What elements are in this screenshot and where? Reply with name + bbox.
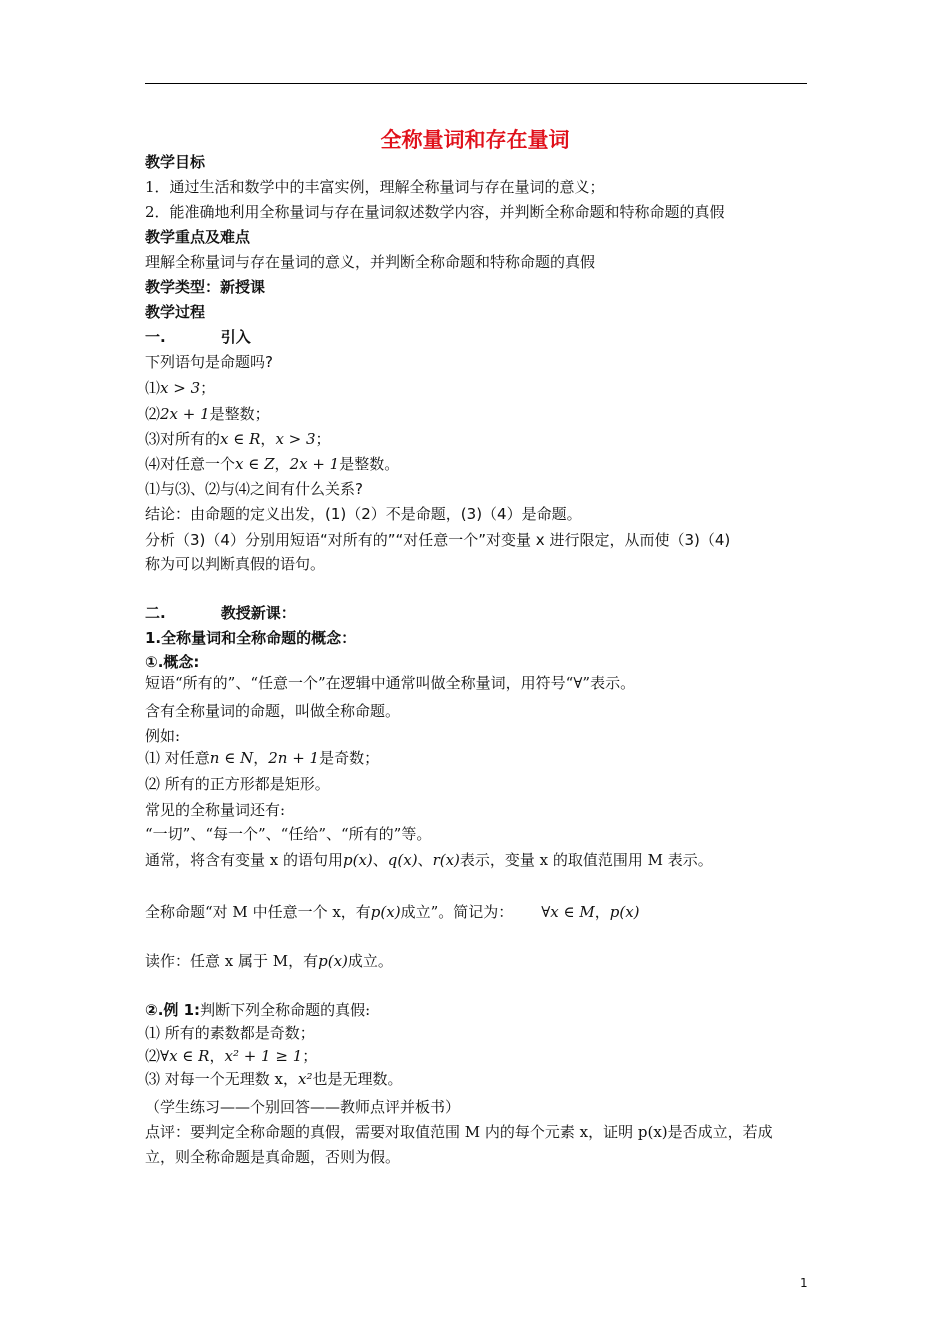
section-1-title: 引入: [220, 328, 251, 346]
item-2: [145, 404, 270, 424]
example-1-sep: ，: [253, 749, 269, 767]
concept-definition: [145, 673, 635, 693]
item-3-math-2: x > 3: [275, 430, 316, 448]
universal-abbrev: 成立”。简记为：: [400, 903, 514, 921]
example-1-text: ⑴ 对任意: [145, 749, 210, 767]
exercise-2: [145, 1046, 317, 1066]
item-4-math-1: x ∈ Z: [235, 455, 275, 473]
exercise-3-math: x²: [298, 1070, 313, 1088]
relation-question: ⑴与⑶、⑵与⑷之间有什么关系?: [145, 480, 363, 498]
reading-paragraph: [145, 951, 393, 971]
item-3-end: ；: [315, 430, 331, 448]
exercise-1: ⑴ 所有的素数都是奇数；: [145, 1024, 315, 1042]
concept-label: ①.概念:: [145, 653, 200, 671]
item-4-text: ⑷对任意一个: [145, 455, 236, 473]
goal-2: 2．能准确地利用全称量词与存在量词叙述数学内容，并判断全称命题和特称命题的真假: [145, 203, 725, 221]
item-2-end: 是整数；: [209, 405, 270, 423]
goals-heading: 教学目标: [145, 153, 206, 171]
section-2-title: 教授新课：: [220, 604, 296, 622]
section-1-heading: [145, 327, 251, 347]
reading-end: 成立。: [347, 952, 393, 970]
exercise-2-math-2: x² + 1 ≥ 1: [224, 1047, 303, 1065]
notation-end: 表示，变量 x 的取值范围用 M 表示。: [459, 851, 713, 869]
universal-sep: ，: [594, 903, 610, 921]
example-2: ⑵ 所有的正方形都是矩形。: [145, 775, 330, 793]
intro-question: 下列语句是命题吗?: [145, 353, 273, 371]
comment-line-2: 立，则全称命题是真命题，否则为假。: [145, 1148, 401, 1166]
example-1-math-2: 2n + 1: [268, 749, 320, 767]
reading-text: 读作：任意 x 属于 M，有: [145, 952, 319, 970]
notation-r: r(x): [432, 851, 460, 869]
common-quantifiers-label: 常见的全称量词还有:: [145, 801, 286, 819]
universal-text: 全称命题“对 M 中任意一个 x，有: [145, 903, 371, 921]
common-quantifiers-list: “一切”、“每一个”、“任给”、“所有的”等。: [145, 825, 432, 843]
section-2-number: 二.: [145, 604, 166, 622]
lesson-type: 教学类型：新授课: [145, 278, 266, 296]
item-3-text: ⑶对所有的: [145, 430, 221, 448]
item-1-math: x > 3: [160, 379, 201, 397]
subsection-1-heading: 1.全称量词和全称命题的概念：: [145, 629, 357, 647]
notation-sep-1: 、: [372, 851, 388, 869]
section-1-number: 一.: [145, 328, 166, 346]
comment-line-1: 点评：要判定全称命题的真假，需要对取值范围 M 内的每个元素 x，证明 p(x)是否成立，若成: [145, 1123, 773, 1141]
item-1: [145, 378, 215, 398]
item-4-math-2: 2x + 1: [289, 455, 340, 473]
example-label: 例如:: [145, 727, 181, 745]
key-text: 理解全称量词与存在量词的意义，并判断全称命题和特称命题的真假: [145, 253, 596, 271]
universal-proposition-paragraph: [145, 902, 640, 922]
analysis-line-1: 分析（3)（4）分别用短语“对所有的”“对任意一个”对变量 x 进行限定，从而使（3)（4): [145, 531, 731, 549]
universal-p2: p(x): [609, 903, 640, 921]
notation-text: 通常，将含有变量 x 的语句用: [145, 851, 343, 869]
item-1-number: ⑴: [145, 379, 161, 397]
item-3-sep: ，: [260, 430, 276, 448]
concept-definition-end: ”表示。: [582, 674, 636, 692]
example-1-math-1: n ∈ N: [209, 749, 254, 767]
practice-note: （学生练习——个别回答——教师点评并板书）: [145, 1098, 461, 1116]
exercise-2-math-1: ∀x ∈ R: [160, 1047, 210, 1065]
reading-p: p(x): [318, 952, 348, 970]
header-rule: [145, 83, 807, 84]
example-1-end: 是奇数；: [319, 749, 380, 767]
key-heading: 教学重点及难点: [145, 228, 251, 246]
item-2-math: 2x + 1: [160, 405, 210, 423]
notation-q: q(x): [387, 851, 418, 869]
item-3: [145, 429, 331, 449]
page-title: 全称量词和存在量词: [380, 128, 570, 152]
notation-p: p(x): [343, 851, 373, 869]
analysis-line-2: 称为可以判断真假的语句。: [145, 555, 326, 573]
notation-sep-2: 、: [417, 851, 433, 869]
item-4-sep: ，: [274, 455, 290, 473]
item-3-math-1: x ∈ R: [220, 430, 261, 448]
goal-1: 1．通过生活和数学中的丰富实例，理解全称量词与存在量词的意义；: [145, 178, 605, 196]
exercise-2-sep: ，: [209, 1047, 225, 1065]
exercise-3-end: 也是无理数。: [312, 1070, 403, 1088]
process-heading: 教学过程: [145, 303, 206, 321]
item-1-end: ；: [200, 379, 216, 397]
item-4-end: 是整数。: [339, 455, 400, 473]
exercise-2-number: ⑵: [145, 1047, 161, 1065]
universal-p: p(x): [370, 903, 401, 921]
exercise-3: [145, 1069, 403, 1089]
example-1: [145, 748, 379, 768]
concept-proposition: 含有全称量词的命题，叫做全称命题。: [145, 702, 401, 720]
notation-paragraph: [145, 850, 713, 870]
item-2-number: ⑵: [145, 405, 161, 423]
universal-forall: ∀x ∈ M: [541, 903, 595, 921]
example-1-instruction: 判断下列全称命题的真假:: [200, 1001, 371, 1019]
forall-symbol: ∀: [573, 674, 583, 692]
concept-definition-text: 短语“所有的”、“任意一个”在逻辑中通常叫做全称量词，用符号“: [145, 674, 574, 692]
example-1-heading: [145, 1000, 370, 1020]
example-1-label: ②.例 1:: [145, 1001, 201, 1019]
exercise-2-end: ；: [302, 1047, 318, 1065]
conclusion: 结论：由命题的定义出发，(1)（2）不是命题，(3)（4）是命题。: [145, 505, 582, 523]
exercise-3-text: ⑶ 对每一个无理数 x，: [145, 1070, 298, 1088]
page-number: 1: [800, 1276, 808, 1290]
item-4: [145, 454, 399, 474]
section-2-heading: [145, 603, 296, 623]
